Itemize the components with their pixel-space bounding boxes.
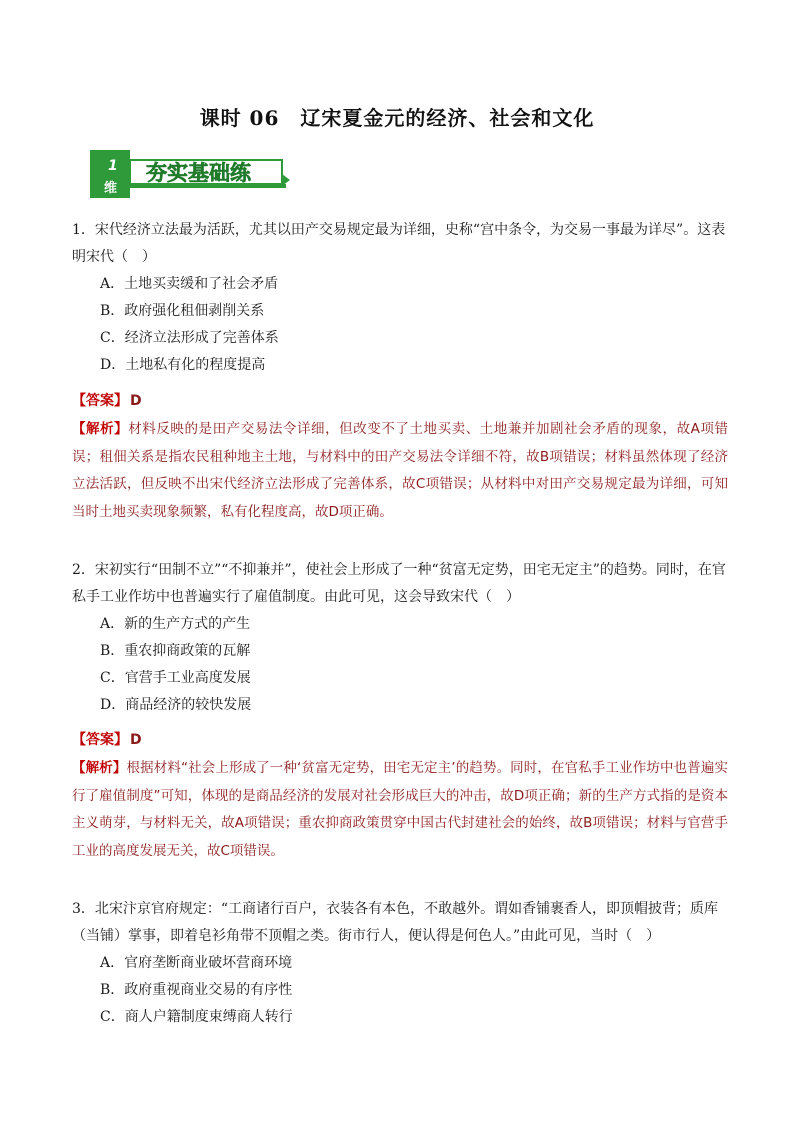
question-2-answer xyxy=(72,727,142,754)
question-2-stem: 2．宋初实行“田制不立”“不抑兼并”，使社会上形成了一种“贫富无定势，田宅无定主”的趋势。同时，在官私手工业作坊中也普遍实行了雇值制度。由此可见，这会导致宋代（ ） xyxy=(72,562,726,605)
question-2-option-a[interactable]: A．新的生产方式的产生 xyxy=(100,616,251,632)
question-1-option-d[interactable]: D．土地私有化的程度提高 xyxy=(100,357,266,373)
answer-value: D xyxy=(130,393,142,409)
question-1-stem: 1．宋代经济立法最为活跃，尤其以田产交易规定最为详细，史称“宫中条令，为交易一事最为详尽”。这表明宋代（ ） xyxy=(72,222,726,265)
question-2-option-d[interactable]: D．商品经济的较快发展 xyxy=(100,697,252,713)
answer-tag: 【答案】 xyxy=(72,393,128,409)
answer-tag: 【答案】 xyxy=(72,732,128,748)
question-3-stem: 3．北宋汴京官府规定：“工商诸行百户，衣装各有本色，不敢越外。谓如香铺裹香人，即顶帽披背；质库（当铺）掌事，即着皂衫角带不顶帽之类。街市行人，便认得是何色人。”由此可见，当时（ ） xyxy=(72,901,719,944)
question-1-answer xyxy=(72,388,142,415)
section-badge xyxy=(90,150,290,198)
question-1-option-a[interactable]: A．土地买卖缓和了社会矛盾 xyxy=(100,276,279,292)
question-1-option-b[interactable]: B．政府强化租佃剥削关系 xyxy=(100,303,265,319)
question-3-option-b[interactable]: B．政府重视商业交易的有序性 xyxy=(100,982,293,998)
analysis-tag: 【解析】 xyxy=(72,421,129,437)
answer-value: D xyxy=(130,732,142,748)
page-title: 课时 06 辽宋夏金元的经济、社会和文化 xyxy=(199,106,595,130)
question-2-option-c[interactable]: C．官营手工业高度发展 xyxy=(100,670,251,686)
badge-sub: 维 xyxy=(104,181,118,196)
analysis-text: 根据材料“社会上形成了一种‘贫富无定势，田宅无定主’的趋势。同时，在官私手工业作坊中也普遍实行了雇值制度”可知，体现的是商品经济的发展对社会形成巨大的冲击，故D项正确；新的生产方式指的是资本主义萌芽，与材料无关，故A项错误；重农抑商政策贯穿中国古代封建社会的始终，故B项错误；材料与官营手工业的高度发展无关，故C项错误。 xyxy=(72,760,728,859)
question-1-analysis xyxy=(72,416,728,526)
badge-number: 1 xyxy=(108,158,118,174)
analysis-tag: 【解析】 xyxy=(72,760,127,776)
question-2-analysis xyxy=(72,755,728,865)
analysis-text: 材料反映的是田产交易法令详细，但改变不了土地买卖、土地兼并加剧社会矛盾的现象，故A项错误；租佃关系是指农民租种地主土地，与材料中的田产交易法令详细不符，故B项错误；材料虽然体现了经济立法活跃，但反映不出宋代经济立法形成了完善体系，故C项错误；从材料中对田产交易规定最为详细，可知当时土地买卖现象频繁，私有化程度高，故D项正确。 xyxy=(72,421,729,520)
question-3-option-c[interactable]: C．商人户籍制度束缚商人转行 xyxy=(100,1009,293,1025)
question-2-option-b[interactable]: B．重农抑商政策的瓦解 xyxy=(100,643,251,659)
question-3-option-a[interactable]: A．官府垄断商业破坏营商环境 xyxy=(100,955,293,971)
question-1-option-c[interactable]: C．经济立法形成了完善体系 xyxy=(100,330,279,346)
badge-label: 夯实基础练 xyxy=(146,161,251,185)
